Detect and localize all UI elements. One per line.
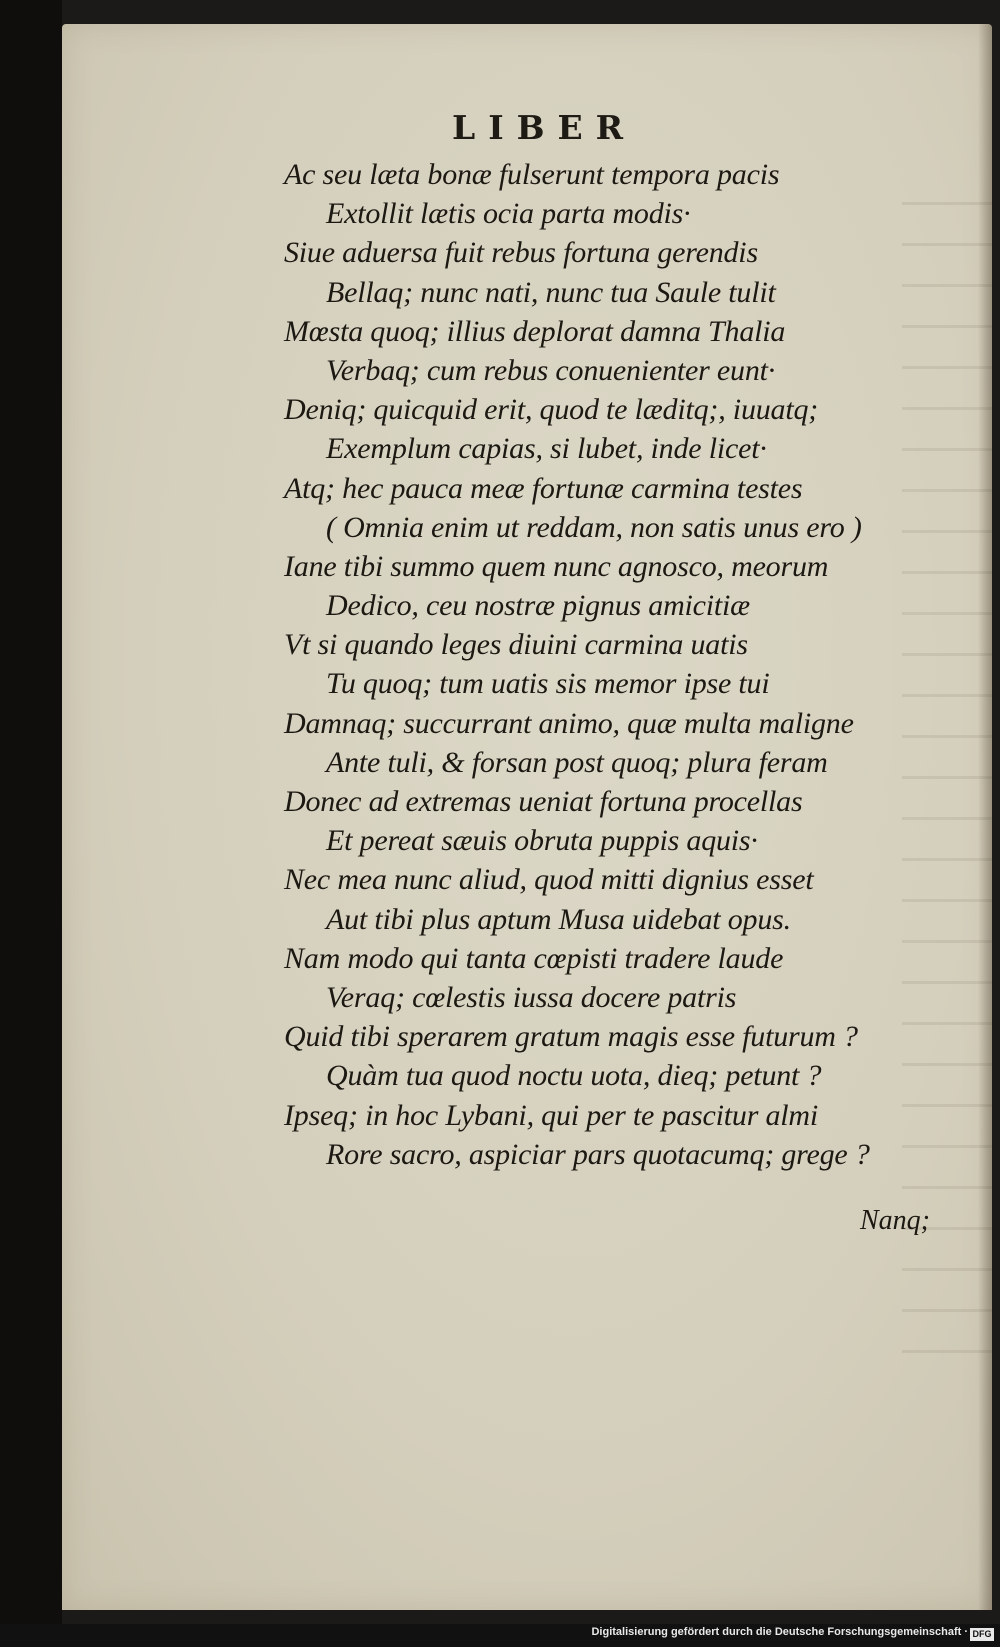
verse-line: Vt si quando leges diuini carmina uatis: [284, 628, 748, 662]
verse-line: Damnaq; succurrant animo, quæ multa maligne: [284, 706, 854, 740]
verse-line: Nec mea nunc aliud, quod mitti dignius esset: [284, 863, 814, 897]
verse-line: Verbaq; cum rebus conuenienter eunt·: [326, 353, 776, 387]
verse-line: Dedico, ceu nostræ pignus amicitiæ: [326, 589, 750, 623]
dfg-logo: DFG: [970, 1628, 994, 1641]
verse-line: Iane tibi summo quem nunc agnosco, meorum: [284, 549, 829, 583]
verse-line: Veraq; cœlestis iussa docere patris: [326, 980, 737, 1014]
verse-line: Quid tibi sperarem gratum magis esse futurum ?: [284, 1020, 858, 1054]
scan-background: [0, 0, 62, 1647]
verse-line: Tu quoq; tum uatis sis memor ipse tui: [326, 667, 770, 701]
verse-line: Nam modo qui tanta cœpisti tradere laude: [284, 941, 784, 975]
verse-line: Extollit lætis ocia parta modis·: [326, 197, 691, 231]
verse-line: Deniq; quicquid erit, quod te læditq;, iuuatq;: [284, 393, 819, 427]
verse-line: ( Omnia enim ut reddam, non satis unus ero ): [326, 510, 862, 544]
verse-line: Rore sacro, aspiciar pars quotacumq; grege ?: [326, 1137, 870, 1171]
verse-line: Ac seu læta bonæ fulserunt tempora pacis: [284, 158, 780, 191]
verse-block: [284, 155, 904, 1174]
verse-line: Ipseq; in hoc Lybani, qui per te pascitur almi: [284, 1098, 819, 1132]
catchword: Nanq;: [860, 1205, 930, 1236]
verse-line: Siue aduersa fuit rebus fortuna gerendis: [284, 236, 758, 270]
verse-line: Ante tuli, & forsan post quoq; plura feram: [326, 745, 828, 779]
verse-line: Mœsta quoq; illius deplorat damna Thalia: [284, 314, 786, 348]
verse-line: Atq; hec pauca meæ fortunæ carmina testes: [284, 471, 803, 505]
verse-line: Bellaq; nunc nati, nunc tua Saule tulit: [326, 275, 776, 309]
running-head: LIBER: [452, 108, 637, 147]
verse-line: Et pereat sæuis obruta puppis aquis·: [326, 824, 758, 858]
footer-credit: Digitalisierung gefördert durch die Deutsche Forschungsgemeinschaft ·: [591, 1626, 968, 1638]
verse-line: Aut tibi plus aptum Musa uidebat opus.: [326, 902, 791, 936]
page-gutter: [978, 24, 992, 1610]
verse-line: Donec ad extremas ueniat fortuna procellas: [284, 785, 803, 818]
verse-line: Quàm tua quod noctu uota, dieq; petunt ?: [326, 1059, 822, 1093]
verse-line: Exemplum capias, si lubet, inde licet·: [326, 432, 767, 466]
